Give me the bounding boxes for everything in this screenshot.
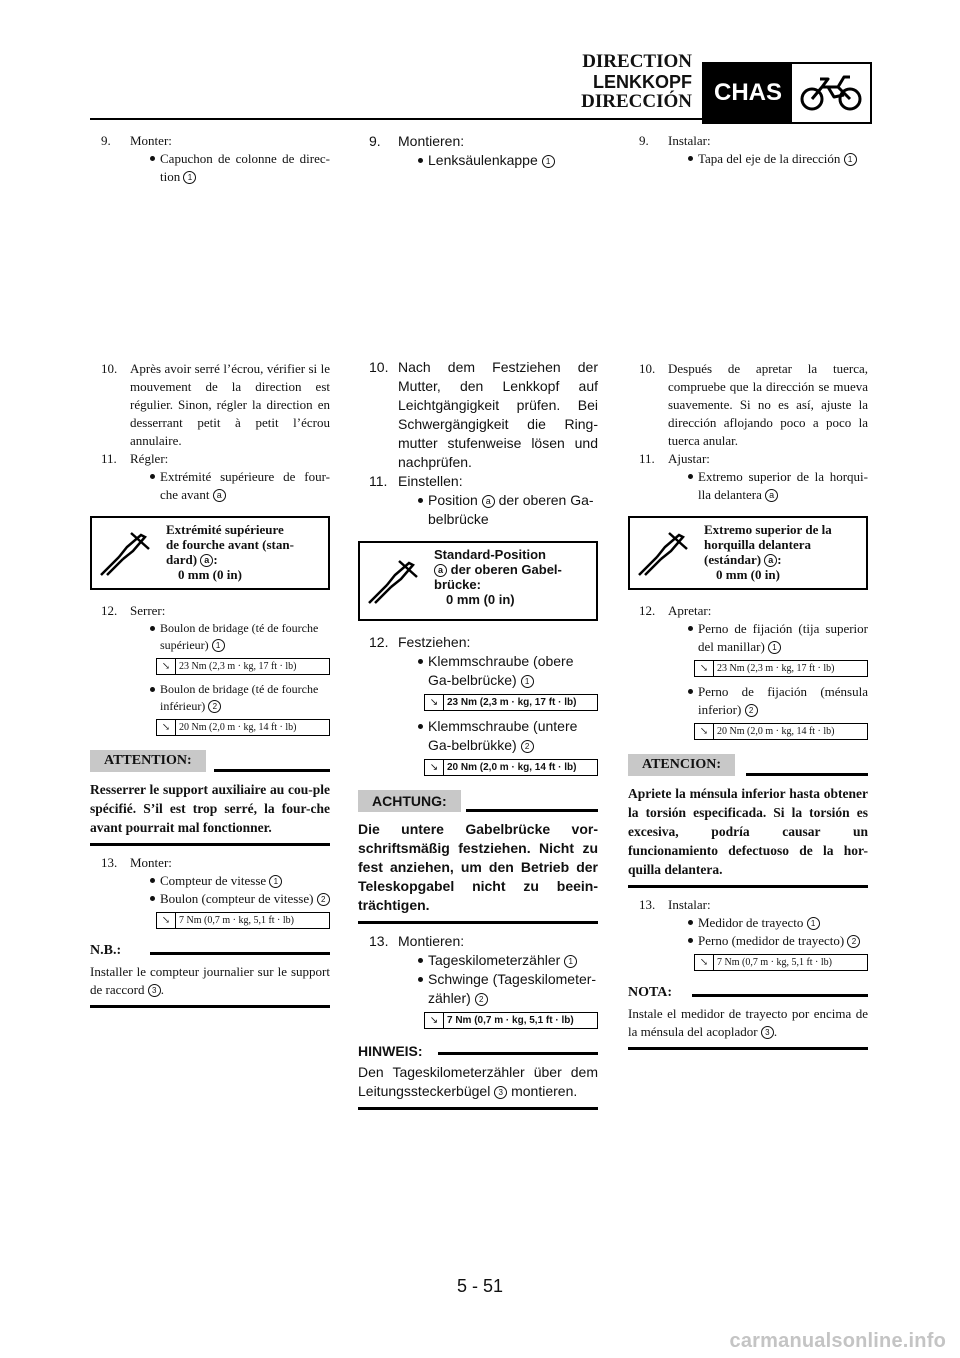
es-step-9-bullet: Tapa del eje de la dirección 1 [628,150,868,168]
column-de-body [358,358,598,1110]
es-torque-2: ↘ 20 Nm (2,0 m · kg, 14 ft · lb) [694,723,868,740]
de-step-12-bullet-1: Klemmschraube (obere Ga-belbrücke) 1 [358,652,598,690]
section-title-fr: DIRECTION [582,51,692,72]
es-step-12-bullet-2: Perno de fijación (ménsula inferior) 2 [628,683,868,719]
adjust-tool-icon [92,518,158,588]
fr-step-12-bullet-1: Boulon de bridage (té de fourche supérieur) 1 [90,620,330,654]
torque-wrench-icon: ↘ [425,695,444,710]
de-note-header: HINWEIS: [358,1041,598,1061]
column-es [628,132,868,168]
torque-wrench-icon: ↘ [695,955,714,970]
de-step-10: 10. Nach dem Festziehen der Mutter, den Lenkkopf auf Leichtgängigkeit prüfen. Bei Schwergängigkeit die Ring-mutter stufenweise lösen und nachprüfen. [369,359,598,470]
column-de [358,132,598,170]
torque-wrench-icon: ↘ [425,760,444,775]
de-step-11-bullet: Position a der oberen Ga-belbrücke [358,491,598,529]
es-step-13-bullet-1: Medidor de trayecto 1 [628,914,868,932]
es-step-9: 9. Instalar: [639,133,711,148]
adjust-tool-icon [630,518,696,588]
de-step-9: 9. Montieren: [369,133,465,149]
fr-caution-header: ATTENTION: [90,750,330,774]
column-fr [90,132,330,186]
es-note-text: Instale el medidor de trayecto por encima de la ménsula del acoplador 3 . [628,1003,868,1050]
adjust-tool-icon [360,543,426,619]
de-step-13-bullet-1: Tageskilometerzähler 1 [358,951,598,970]
chas-label: CHAS [704,64,792,122]
column-es-body [628,360,868,1050]
es-step-11-bullet: Extremo superior de la horqui-lla delantera a [628,468,868,504]
header-rule [90,118,702,120]
es-step-10: 10. Después de apretar la tuerca, compruebe que la dirección se mueva suavemente. Si no es así, ajuste la dirección aflojando poco a poco la tuerca anular. [639,361,868,448]
es-torque-3: ↘ 7 Nm (0,7 m · kg, 5,1 ft · lb) [694,954,868,971]
de-torque-1: ↘ 23 Nm (2,3 m · kg, 17 ft · lb) [424,694,598,711]
motorcycle-icon [792,64,870,122]
chas-badge [702,62,872,124]
fr-step-9: 9. Monter: [101,133,172,148]
es-spec-text: Extremo superior de la horquilla delantera (estándar) a : 0 mm (0 in) [704,522,832,582]
fr-step-9-bullet: Capuchon de colonne de direc-tion 1 [90,150,330,186]
torque-wrench-icon: ↘ [425,1013,444,1028]
torque-wrench-icon: ↘ [695,724,714,739]
de-torque-2: ↘ 20 Nm (2,0 m · kg, 14 ft · lb) [424,759,598,776]
es-step-13: 13. Instalar: [639,897,711,912]
fr-torque-3: ↘ 7 Nm (0,7 m · kg, 5,1 ft · lb) [156,912,330,929]
section-title-de: LENKKOPF [593,72,692,92]
es-caution-text: Apriete la ménsula inferior hasta obtener la torsión especificada. Si la torsión es excesiva, podría causar un funcionamiento defectuoso de la hor-quilla delantera. [628,778,868,888]
fr-spec-box [90,516,330,590]
section-title-es: DIRECCIÓN [581,91,692,112]
de-step-12: 12. Festziehen: [369,634,471,650]
fr-torque-2: ↘ 20 Nm (2,0 m · kg, 14 ft · lb) [156,719,330,736]
de-note-text: Den Tageskilometerzähler über dem Leitungssteckerbügel 3 montieren. [358,1061,598,1110]
torque-wrench-icon: ↘ [695,661,714,676]
fr-note-text: Installer le compteur journalier sur le support de raccord 3 . [90,961,330,1008]
torque-wrench-icon: ↘ [157,913,176,928]
de-spec-text: Standard-Position a der oberen Gabel- brücke: 0 mm (0 in) [434,547,562,607]
de-step-13: 13. Montieren: [369,933,465,949]
es-caution-header: ATENCION: [628,754,868,778]
fr-step-11-bullet: Extrémité supérieure de four-che avant a [90,468,330,504]
fr-torque-1: ↘ 23 Nm (2,3 m · kg, 17 ft · lb) [156,658,330,675]
fr-spec-text: Extrémité supérieure de fourche avant (stan- dard) a : 0 mm (0 in) [166,522,294,582]
de-step-9-bullet: Lenksäulenkappe 1 [358,151,598,170]
de-step-13-bullet-2: Schwinge (Tageskilometer-zähler) 2 [358,970,598,1008]
es-step-13-bullet-2: Perno (medidor de trayecto) 2 [628,932,868,950]
fr-step-12: 12. Serrer: [101,603,166,618]
es-step-11: 11. Ajustar: [639,451,710,466]
fr-note-header: N.B.: [90,941,330,961]
fr-caution-text: Resserrer le support auxiliaire au cou-ple spécifié. S’il est trop serré, la four-che avant pourrait mal fonctionner. [90,774,330,846]
column-fr-body [90,360,330,1008]
de-torque-3: ↘ 7 Nm (0,7 m · kg, 5,1 ft · lb) [424,1012,598,1029]
watermark: carmanualsonline.info [729,1330,946,1352]
fr-step-13-bullet-1: Compteur de vitesse 1 [90,872,330,890]
de-caution-text: Die untere Gabelbrücke vor-schriftsmäßig festziehen. Nicht zu fest anziehen, um den Betrieb der Teleskopgabel nicht zu beein-trächtigen. [358,814,598,924]
fr-step-13-bullet-2: Boulon (compteur de vitesse) 2 [90,890,330,908]
torque-wrench-icon: ↘ [157,720,176,735]
torque-wrench-icon: ↘ [157,659,176,674]
es-step-12-bullet-1: Perno de fijación (tija superior del manillar) 1 [628,620,868,656]
es-spec-box [628,516,868,590]
fr-step-13: 13. Monter: [101,855,172,870]
es-step-12: 12. Apretar: [639,603,712,618]
de-spec-box [358,541,598,621]
de-step-11: 11. Einstellen: [369,473,463,489]
page-number: 5 - 51 [456,1276,504,1296]
fr-step-11: 11. Régler: [101,451,169,466]
fr-step-12-bullet-2: Boulon de bridage (té de fourche inférieur) 2 [90,681,330,715]
de-step-12-bullet-2: Klemmschraube (untere Ga-belbrükke) 2 [358,717,598,755]
es-torque-1: ↘ 23 Nm (2,3 m · kg, 17 ft · lb) [694,660,868,677]
de-caution-header: ACHTUNG: [358,790,598,814]
fr-step-10: 10. Après avoir serré l’écrou, vérifier si le mouvement de la direction est régulier. Sinon, régler la direction en desserrant petit à petit l’écrou annulaire. [101,361,330,448]
es-note-header: NOTA: [628,983,868,1003]
